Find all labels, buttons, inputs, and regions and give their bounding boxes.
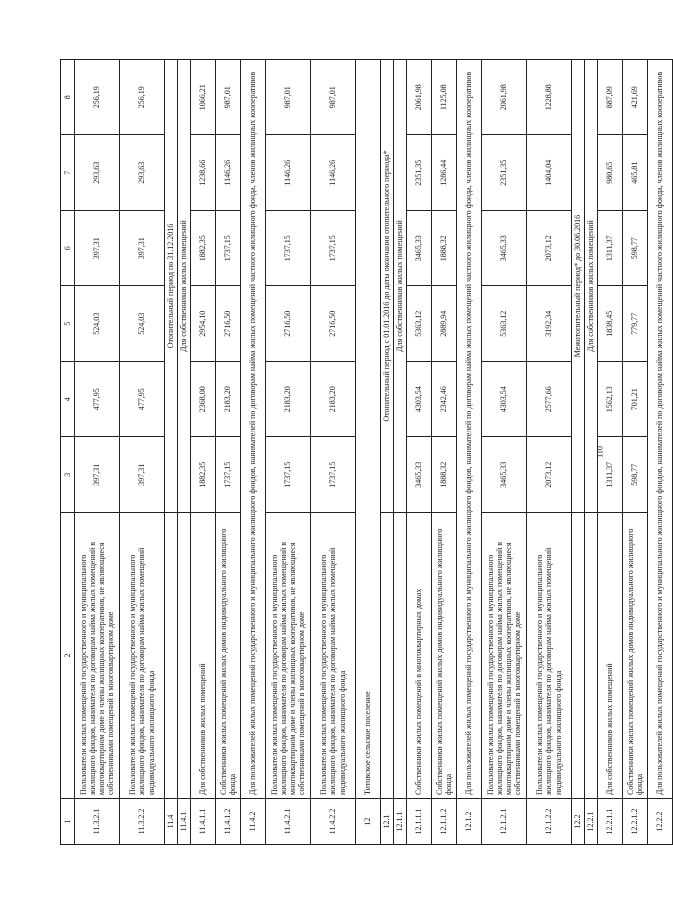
row-value-v8: 421,69 [623,60,648,136]
table-row [527,60,572,845]
header-cell-3: 3 [61,437,75,513]
row-value-v4: 477,95 [120,362,165,438]
row-label: Пользователи жилых помещений государственного и муниципального жилищного фондов, нанимателя по договорам найма жилых помещений индивидуального жилищного фонда [311,513,356,799]
row-label: Собственники жилых помещений жилых домов индивидуального жилищного фонда [432,513,457,799]
row-code: 12.2.1 [585,799,598,845]
row-empty [381,513,394,799]
header-cell-4: 4 [61,362,75,438]
row-empty [165,513,178,799]
section-subheader-row [381,60,394,845]
row-value-v4: 477,95 [75,362,120,438]
row-value-v7: 2351,35 [407,135,432,211]
page-number: 110 [595,446,605,458]
row-code: 11.3.2.2 [120,799,165,845]
row-empty [572,513,585,799]
row-value-v6: 598,77 [623,211,648,287]
row-value-v4: 1562,13 [598,362,623,438]
row-value-v5: 524,03 [75,286,120,362]
row-code: 12.2.1.1 [598,799,623,845]
table-row [407,60,432,845]
row-value-v8: 2061,98 [407,60,432,136]
section-header-row [648,60,673,845]
table-row [191,60,216,845]
row-value-v8: 987,01 [266,60,311,136]
row-value-v6: 397,31 [75,211,120,287]
row-value-v8: 1125,08 [432,60,457,136]
table-row [75,60,120,845]
row-value-v5: 779,77 [623,286,648,362]
row-empty [585,513,598,799]
row-code: 11.4.1.1 [191,799,216,845]
section-header-row [356,60,381,845]
row-value-v8: 987,01 [311,60,356,136]
row-value-v3: 1737,15 [311,437,356,513]
row-value-v8: 2061,98 [482,60,527,136]
row-value-v4: 2183,20 [216,362,241,438]
row-label: Собственники жилых помещений жилых домов индивидуального жилищного фонда [623,513,648,799]
row-label: Пользователи жилых помещений государственного и муниципального жилищного фондов, нанимателя по договорам найма жилых помещений в многоквартирном доме и члены жилищных кооперативов, не являющиеся собственниками помещений в многоквартирном доме [482,513,527,799]
section-header-row [457,60,482,845]
row-value-v3: 3465,33 [407,437,432,513]
row-label: Пользователи жилых помещений государственного и муниципального жилищного фондов, нанимателя по договорам найма жилых помещений в многоквартирном доме и члены жилищных кооперативов, не являющиеся собственниками помещений в многоквартирном доме [266,513,311,799]
row-value-v8: 1066,21 [191,60,216,136]
row-code: 12.1.1.1 [407,799,432,845]
header-cell-5: 5 [61,286,75,362]
table-row [432,60,457,845]
subheader-text: Межотопительный период* до 30.06.2016 [572,60,585,513]
row-empty [394,513,407,799]
row-value-v5: 2954,10 [191,286,216,362]
row-value-v7: 1146,26 [266,135,311,211]
row-value-v7: 1238,66 [191,135,216,211]
row-value-v5: 3192,34 [527,286,572,362]
row-value-v4: 2183,20 [266,362,311,438]
row-value-v5: 2889,94 [432,286,457,362]
row-value-v4: 2368,00 [191,362,216,438]
header-cell-1: 1 [61,799,75,845]
section-subheader-row [572,60,585,845]
table-row [623,60,648,845]
section-text: Для пользователей жилых помещений государственного и муниципального жилищного фондов, нанимателей по договорам найма жилых помещений частного жилищного фонда, членов жилищных кооперативов [648,60,673,799]
subheader-text: Для собственников жилых помещений [394,60,407,513]
row-value-v6: 397,31 [120,211,165,287]
row-value-v7: 1146,26 [311,135,356,211]
row-code: 11.4.2.2 [311,799,356,845]
row-value-v7: 2351,35 [482,135,527,211]
row-value-v6: 3465,33 [407,211,432,287]
row-code: 12.2.2 [648,799,673,845]
row-value-v3: 1888,32 [432,437,457,513]
row-value-v5: 2716,50 [266,286,311,362]
row-value-v6: 1311,37 [598,211,623,287]
table-row [216,60,241,845]
row-code: 12.2.1.2 [623,799,648,845]
row-value-v5: 524,03 [120,286,165,362]
row-code: 11.4.1 [178,799,191,845]
row-value-v3: 1737,15 [266,437,311,513]
row-value-v3: 1882,35 [191,437,216,513]
row-code: 12.1.2 [457,799,482,845]
subheader-text: Для собственников жилых помещений [585,60,598,513]
row-code: 11.4.2 [241,799,266,845]
section-subheader-row [394,60,407,845]
row-value-v4: 2342,46 [432,362,457,438]
row-value-v7: 293,63 [75,135,120,211]
row-label: Собственники жилых помещений жилых домов индивидуального жилищного фонда [216,513,241,799]
row-label: Пользователи жилых помещений государственного и муниципального жилищного фондов, нанимателя по договорам найма жилых помещений в многоквартирном доме и члены жилищных кооперативов, не являющиеся собственниками помещений в многоквартирном доме [75,513,120,799]
row-value-v4: 2577,66 [527,362,572,438]
row-code: 12.1 [381,799,394,845]
row-value-v3: 1311,37 [598,437,623,513]
row-value-v4: 701,21 [623,362,648,438]
row-code: 11.4 [165,799,178,845]
row-value-v3: 3465,33 [482,437,527,513]
row-value-v7: 465,81 [623,135,648,211]
row-value-v6: 1882,35 [191,211,216,287]
row-value-v3: 1737,15 [216,437,241,513]
row-code: 12.1.1.2 [432,799,457,845]
row-code: 12 [356,799,381,845]
row-value-v5: 2716,50 [216,286,241,362]
row-value-v5: 2716,50 [311,286,356,362]
header-cell-2: 2 [61,513,75,799]
row-value-v3: 397,31 [120,437,165,513]
row-label: Для собственников жилых помещений [598,513,623,799]
subheader-text: Отопительный период по 31.12.2016 [165,60,178,513]
row-code: 11.4.2.1 [266,799,311,845]
table-row [311,60,356,845]
table-body [61,60,673,845]
row-value-v8: 256,19 [120,60,165,136]
header-cell-6: 6 [61,211,75,287]
section-header-row [241,60,266,845]
table-row [482,60,527,845]
row-value-v8: 987,01 [216,60,241,136]
section-text: Титовское сельское поселение [356,60,381,799]
row-label: Для собственников жилых помещений [191,513,216,799]
row-value-v5: 5363,12 [407,286,432,362]
section-subheader-row [585,60,598,845]
row-value-v7: 1404,04 [527,135,572,211]
row-code: 11.4.1.2 [216,799,241,845]
row-label: Пользователи жилых помещений государственного и муниципального жилищного фондов, нанимателя по договорам найма жилых помещений индивидуального жилищного фонда [120,513,165,799]
header-cell-7: 7 [61,135,75,211]
table-row [120,60,165,845]
row-code: 12.1.1 [394,799,407,845]
row-value-v6: 1888,32 [432,211,457,287]
row-code: 12.1.2.1 [482,799,527,845]
section-text: Для пользователей жилых помещений государственного и муниципального жилищного фондов, нанимателей по договорам найма жилых помещений частного жилищного фонда, членов жилищных кооперативов [241,60,266,799]
row-value-v7: 293,63 [120,135,165,211]
header-row [61,60,75,845]
row-value-v7: 980,65 [598,135,623,211]
row-code: 12.2 [572,799,585,845]
row-value-v7: 1146,26 [216,135,241,211]
table-row [598,60,623,845]
row-value-v6: 1737,15 [311,211,356,287]
row-value-v4: 2183,20 [311,362,356,438]
row-empty [178,513,191,799]
row-value-v5: 1838,45 [598,286,623,362]
section-text: Для пользователей жилых помещений государственного и муниципального жилищного фондов, нанимателей по договорам найма жилых помещений частного жилищного фонда, членов жилищных кооперативов [457,60,482,799]
row-value-v8: 1228,88 [527,60,572,136]
row-value-v4: 4303,54 [407,362,432,438]
section-subheader-row [178,60,191,845]
row-value-v3: 397,31 [75,437,120,513]
header-cell-8: 8 [61,60,75,136]
subheader-text: Для собственников жилых помещений [178,60,191,513]
section-subheader-row [165,60,178,845]
row-value-v6: 2073,12 [527,211,572,287]
row-label: Пользователи жилых помещений государственного и муниципального жилищного фондов, нанимателя по договорам найма жилых помещений индивидуального жилищного фонда [527,513,572,799]
row-value-v8: 887,09 [598,60,623,136]
subheader-text: Отопительный период с 01.01.2016 до даты окончания отопительного периода* [381,60,394,513]
row-value-v4: 4303,54 [482,362,527,438]
row-code: 12.1.2.2 [527,799,572,845]
table-row [266,60,311,845]
row-value-v5: 5363,12 [482,286,527,362]
row-label: Собственники жилых помещений в многоквартирных домах [407,513,432,799]
tariff-table [60,59,673,845]
row-value-v6: 1737,15 [216,211,241,287]
row-value-v3: 2073,12 [527,437,572,513]
row-value-v6: 3465,33 [482,211,527,287]
row-value-v8: 256,19 [75,60,120,136]
row-code: 11.3.2.1 [75,799,120,845]
row-value-v3: 598,77 [623,437,648,513]
row-value-v7: 1286,44 [432,135,457,211]
row-value-v6: 1737,15 [266,211,311,287]
